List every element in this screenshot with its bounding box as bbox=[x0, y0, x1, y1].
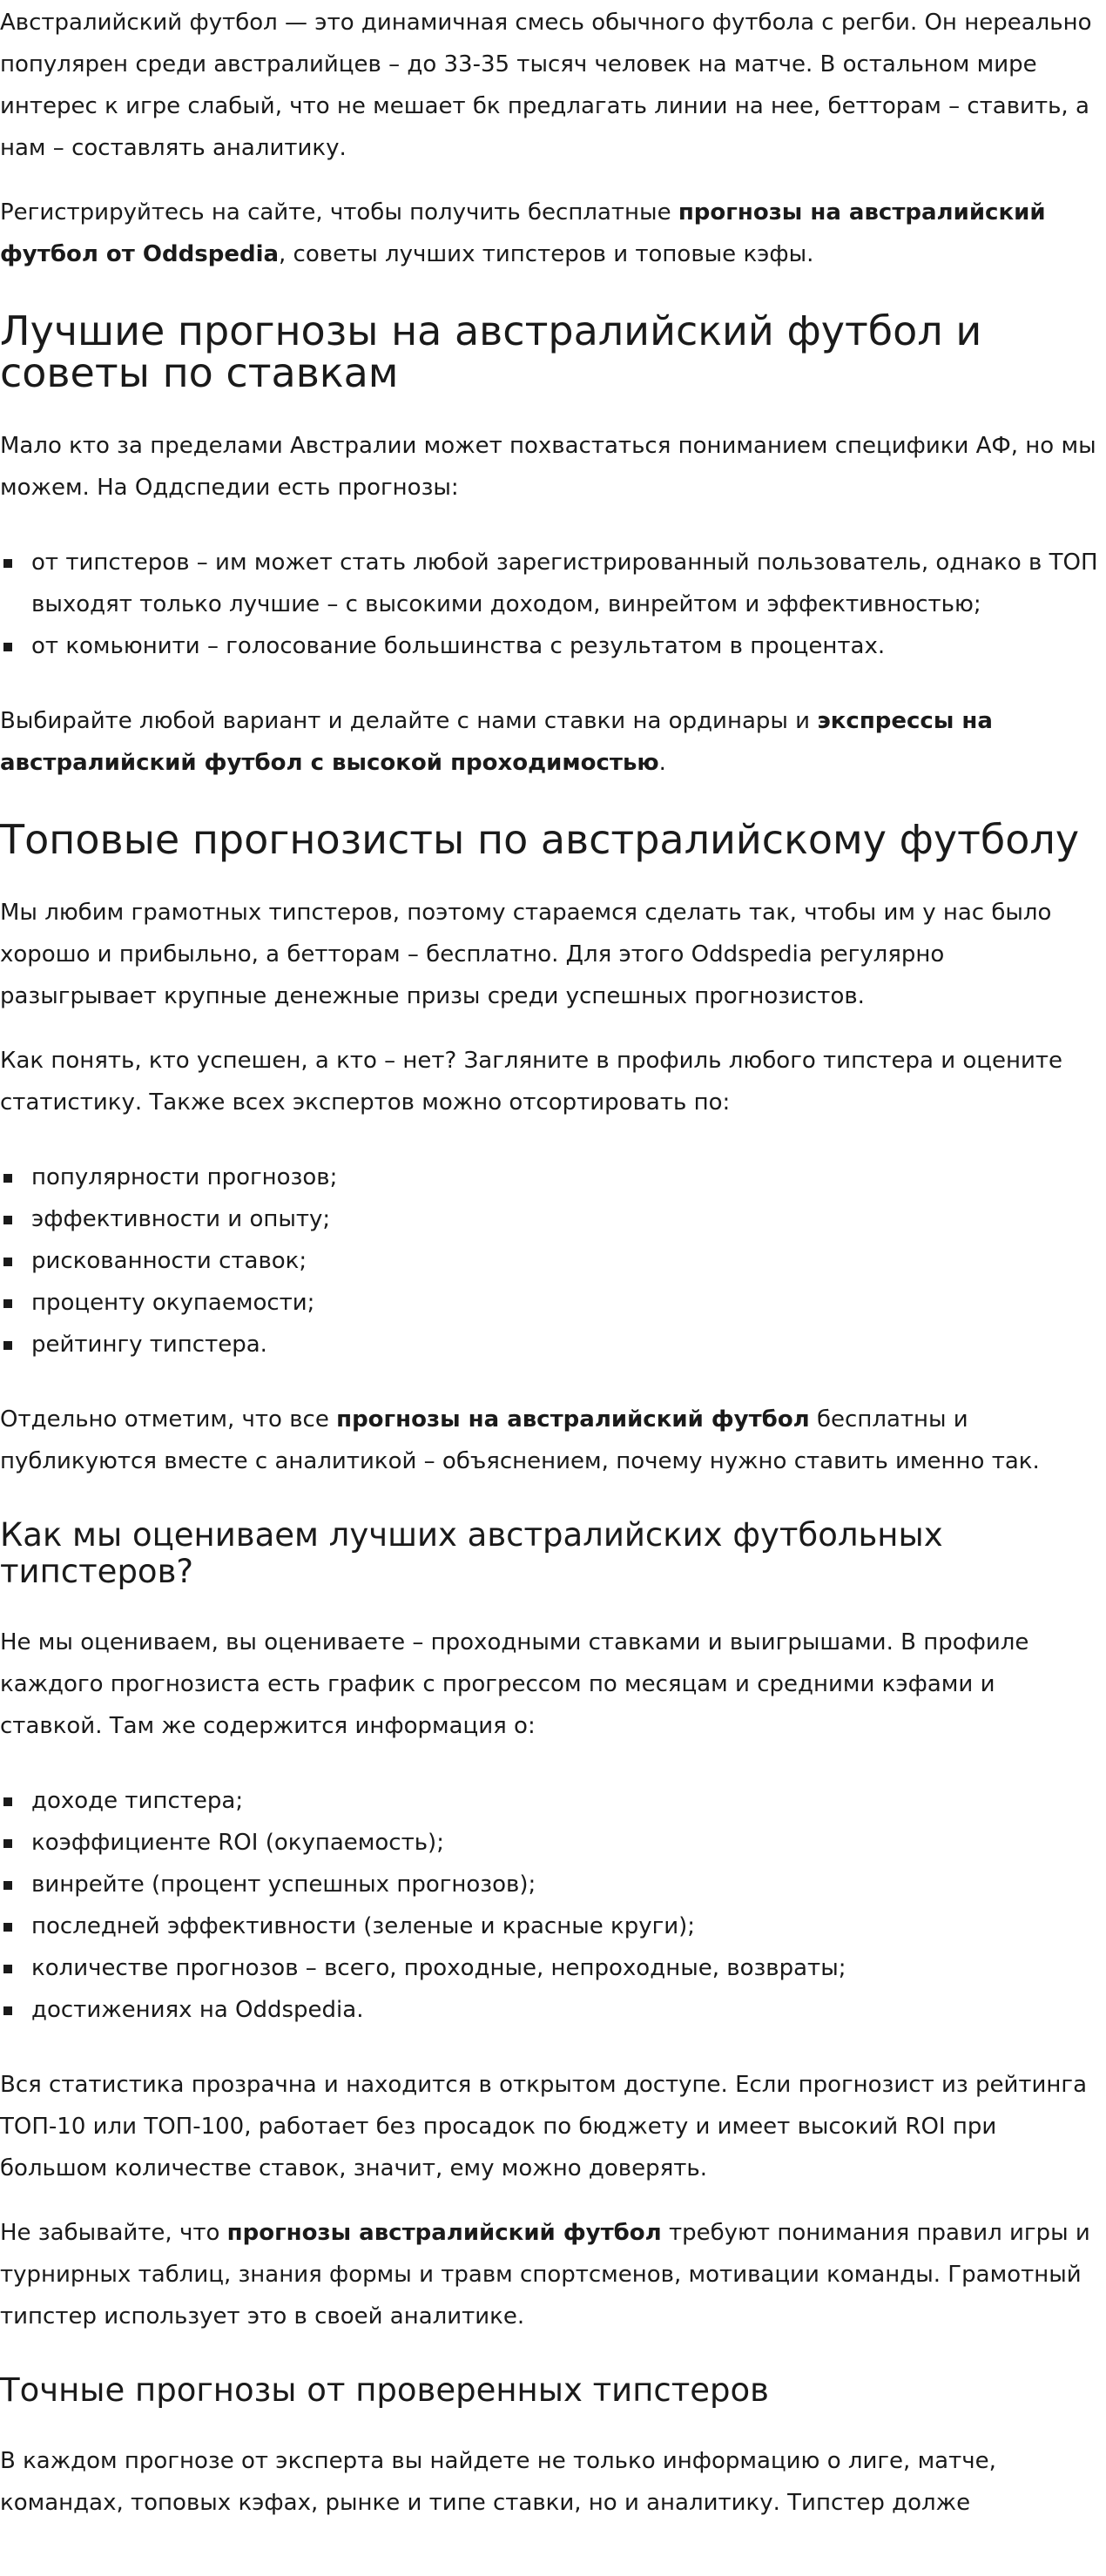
section-top-tipsters-sort-paragraph: Как понять, кто успешен, а кто – нет? Загляните в профиль любого типстера и оцените статистику. Также всех экспертов можно отсортировать по: bbox=[0, 1048, 1063, 1116]
section-evaluation-transparency-paragraph: Вся статистика прозрачна и находится в открытом доступе. Если прогнозист из рейтинга ТОП-10 или ТОП-100, работает без просадок по бюджету и имеет высокий ROI при большом количестве ставок, значит, ему можно доверять. bbox=[0, 2072, 1087, 2182]
section-best-predictions-cta-paragraph bbox=[0, 700, 1104, 784]
section-accurate-predictions-paragraph: В каждом прогнозе от эксперта вы найдете не только информацию о лиге, матче, командах, топовых кэфах, рынке и типе ставки, но и аналитику. Типстер долже bbox=[0, 2448, 996, 2516]
list-item: доходе типстера; bbox=[0, 1780, 1104, 1822]
section-best-predictions-heading: Лучшие прогнозы на австралийский футбол и советы по ставкам bbox=[0, 307, 982, 396]
profile-info-list bbox=[0, 1780, 1104, 2031]
sort-criteria-list bbox=[0, 1157, 1104, 1366]
list-item: винрейте (процент успешных прогнозов); bbox=[0, 1864, 1104, 1905]
section-evaluation-heading: Как мы оцениваем лучших австралийских футбольных типстеров? bbox=[0, 1516, 943, 1590]
intro-registration-text: Регистрируйтесь на сайте, чтобы получить бесплатные bbox=[0, 199, 678, 226]
cta-text: Выбирайте любой вариант и делайте с нами ставки на ординары и bbox=[0, 708, 818, 734]
free-bold: прогнозы на австралийский футбол bbox=[336, 1406, 810, 1433]
list-item: популярности прогнозов; bbox=[0, 1157, 1104, 1198]
prediction-sources-list bbox=[0, 542, 1104, 667]
list-item: от типстеров – им может стать любой зарегистрированный пользователь, однако в ТОП выходят только лучшие – с высокими доходом, винрейтом и эффективностью; bbox=[0, 542, 1104, 625]
section-top-tipsters-paragraph: Мы любим грамотных типстеров, поэтому стараемся сделать так, чтобы им у нас было хорошо и прибыльно, а бетторам – бесплатно. Для этого Oddspedia регулярно разыгрывает крупные денежные призы среди успешных прогнозистов. bbox=[0, 900, 1052, 1009]
list-item: рискованности ставок; bbox=[0, 1240, 1104, 1282]
free-tail: бесплатны и публикуются вместе с аналитикой – объяснением, почему нужно ставить именно так. bbox=[0, 1406, 1040, 1474]
section-top-tipsters-free-paragraph bbox=[0, 1399, 1104, 1482]
list-item: количестве прогнозов – всего, проходные, непроходные, возвраты; bbox=[0, 1947, 1104, 1989]
reminder-bold: прогнозы австралийский футбол bbox=[226, 2220, 662, 2246]
intro-paragraph: Австралийский футбол — это динамичная смесь обычного футбола с регби. Он нереально популярен среди австралийцев – до 33-35 тысяч человек на матче. В остальном мире интерес к игре слабый, что не мешает бк предлагать линии на нее, бетторам – ставить, а нам – составлять аналитику. bbox=[0, 10, 1092, 161]
cta-tail: . bbox=[658, 750, 666, 776]
intro-registration-bold: прогнозы на австралийский футбол от Oddspedia bbox=[0, 199, 1046, 267]
cta-bold: экспрессы на австралийский футбол с высокой проходимостью bbox=[0, 708, 993, 776]
reminder-tail: требуют понимания правил игры и турнирных таблиц, знания формы и травм спортсменов, мотивации команды. Грамотный типстер использует это в своей аналитике. bbox=[0, 2220, 1090, 2330]
intro-registration-tail: , советы лучших типстеров и топовые кэфы. bbox=[279, 241, 814, 267]
reminder-text: Не забывайте, что bbox=[0, 2220, 227, 2246]
list-item: последней эффективности (зеленые и красные круги); bbox=[0, 1905, 1104, 1947]
section-accurate-predictions-heading: Точные прогнозы от проверенных типстеров bbox=[0, 2371, 769, 2409]
list-item: коэффициенте ROI (окупаемость); bbox=[0, 1822, 1104, 1864]
list-item: проценту окупаемости; bbox=[0, 1282, 1104, 1324]
list-item: достижениях на Oddspedia. bbox=[0, 1989, 1104, 2031]
section-top-tipsters-heading: Топовые прогнозисты по австралийскому футболу bbox=[0, 816, 1080, 863]
free-text: Отдельно отметим, что все bbox=[0, 1406, 337, 1433]
intro-registration-paragraph bbox=[0, 192, 1104, 275]
section-evaluation-reminder-paragraph bbox=[0, 2212, 1104, 2337]
section-evaluation-paragraph: Не мы оцениваем, вы оцениваете – проходными ставками и выигрышами. В профиле каждого прогнозиста есть график с прогрессом по месяцам и средними кэфами и ставкой. Там же содержится информация о: bbox=[0, 1629, 1029, 1739]
article bbox=[0, 2, 1104, 2524]
list-item: рейтингу типстера. bbox=[0, 1324, 1104, 1366]
list-item: эффективности и опыту; bbox=[0, 1198, 1104, 1240]
section-best-predictions-paragraph: Мало кто за пределами Австралии может похвастаться пониманием специфики АФ, но мы можем. На Оддспедии есть прогнозы: bbox=[0, 433, 1096, 501]
list-item: от комьюнити – голосование большинства с результатом в процентах. bbox=[0, 625, 1104, 667]
